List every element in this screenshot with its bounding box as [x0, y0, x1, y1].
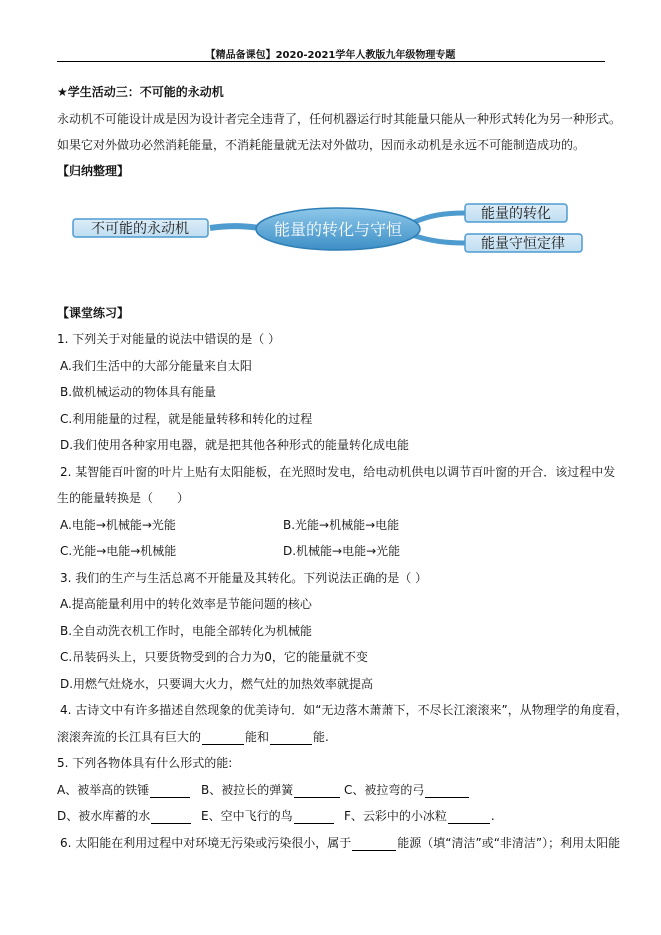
- mindmap-diagram: [60, 195, 600, 265]
- q1-option-b: B.做机械运动的物体具有能量: [60, 385, 217, 399]
- q5-item-c-label: C、被拉弯的弓: [344, 783, 425, 797]
- activity-paragraph-line-1: 永动机不可能设计成是因为设计者完全违背了，任何机器运行时其能量只能从一种形式转化为另一种形式。: [57, 112, 622, 126]
- q2-option-d: D.机械能→电能→光能: [283, 544, 401, 558]
- q2-stem-line-2: 生的能量转换是（ ）: [57, 491, 190, 505]
- q4-line-1: 4. 古诗文中有许多描述自然现象的优美诗句．如“无边落木萧萧下，不尽长江滚滚来”，从物理学的角度看，: [60, 703, 628, 717]
- q5-blank-f[interactable]: [448, 811, 490, 824]
- q5-stem: 5. 下列各物体具有什么形式的能:: [57, 756, 233, 770]
- header-divider: [57, 61, 605, 62]
- connector-right-top: [412, 213, 465, 223]
- q5-item-c: [344, 782, 470, 798]
- q5-item-d: [57, 808, 192, 824]
- q5-blank-e[interactable]: [294, 811, 334, 824]
- mindmap-center-label: 能量的转化与守恒: [273, 220, 403, 239]
- q6-line-1: [60, 835, 620, 851]
- connector-left: [210, 226, 260, 228]
- mindmap-right-top-label: 能量的转化: [481, 206, 551, 222]
- q3-option-d: D.用燃气灶烧水，只要调大火力，燃气灶的加热效率就提高: [60, 677, 374, 691]
- q4-line-2: [57, 729, 329, 745]
- q5-item-e-label: E、空中飞行的鸟: [201, 809, 293, 823]
- mindmap-node-right-top: [465, 204, 567, 222]
- activity-title: ★学生活动三：不可能的永动机: [57, 85, 224, 99]
- q1-stem: 1. 下列关于对能量的说法中错误的是（ ）: [57, 332, 281, 346]
- q5-item-b: [201, 782, 341, 798]
- activity-paragraph-line-2: 如果它对外做功必然消耗能量，不消耗能量就无法对外做功，因而永动机是永远不可能制造成功的。: [57, 138, 586, 152]
- mindmap-node-right-bottom: [465, 234, 582, 252]
- q2-option-a: A.电能→机械能→光能: [60, 518, 176, 532]
- q5-blank-d[interactable]: [151, 811, 191, 824]
- q3-stem: 3. 我们的生产与生活总离不开能量及其转化。下列说法正确的是（ ）: [60, 571, 428, 585]
- mindmap-node-center: [256, 208, 420, 250]
- q2-option-b: B.光能→机械能→电能: [283, 518, 400, 532]
- q5-blank-b[interactable]: [294, 785, 340, 798]
- mindmap-node-left: [73, 219, 208, 237]
- q6-text-a: 6. 太阳能在利用过程中对环境无污染或污染很小，属于: [60, 836, 352, 850]
- page-header: 【精品备课包】2020-2021学年人教版九年级物理专题: [205, 50, 456, 61]
- q5-item-f-label: F、云彩中的小冰粒: [344, 809, 447, 823]
- q5-end-mark: .: [490, 809, 495, 823]
- q4-text-b: 能和: [245, 730, 270, 744]
- q3-option-c: C.吊装码头上，只要货物受到的合力为0，它的能量就不变: [60, 650, 368, 664]
- q1-option-d: D.我们使用各种家用电器，就是把其他各种形式的能量转化成电能: [60, 438, 410, 452]
- q3-option-a: A.提高能量利用中的转化效率是节能问题的核心: [60, 597, 312, 611]
- q1-option-a: A.我们生活中的大部分能量来自太阳: [60, 359, 252, 373]
- q5-item-f: [344, 808, 495, 824]
- q2-option-c: C.光能→电能→机械能: [60, 544, 177, 558]
- mindmap-left-label: 不可能的永动机: [91, 221, 189, 237]
- q5-item-e: [201, 808, 335, 824]
- q5-blank-a[interactable]: [150, 785, 190, 798]
- mindmap-right-bottom-label: 能量守恒定律: [481, 236, 565, 252]
- practice-heading: 【课堂练习】: [57, 306, 130, 320]
- q5-item-a: [57, 782, 191, 798]
- q3-option-b: B.全自动洗衣机工作时，电能全部转化为机械能: [60, 624, 313, 638]
- q5-item-a-label: A、被举高的铁锤: [57, 783, 150, 797]
- q5-item-b-label: B、被拉长的弹簧: [201, 783, 294, 797]
- q5-blank-c[interactable]: [425, 785, 469, 798]
- q2-stem-line-1: 2. 某智能百叶窗的叶片上贴有太阳能板，在光照时发电，给电动机供电以调节百叶窗的开合．该过程中发: [60, 465, 616, 479]
- q4-blank-2[interactable]: [270, 732, 312, 745]
- q1-option-c: C.利用能量的过程，就是能量转移和转化的过程: [60, 412, 313, 426]
- q6-text-b: 能源（填“清洁”或“非清洁”）；利用太阳能: [397, 836, 621, 850]
- q4-text-a: 滚滚奔流的长江具有巨大的: [57, 730, 202, 744]
- connector-right-bottom: [412, 235, 465, 243]
- q4-blank-1[interactable]: [202, 732, 244, 745]
- q6-blank-1[interactable]: [352, 838, 396, 851]
- q5-item-d-label: D、被水库蓄的水: [57, 809, 151, 823]
- summary-heading: 【归纳整理】: [57, 164, 130, 178]
- q4-text-c: 能.: [313, 730, 329, 744]
